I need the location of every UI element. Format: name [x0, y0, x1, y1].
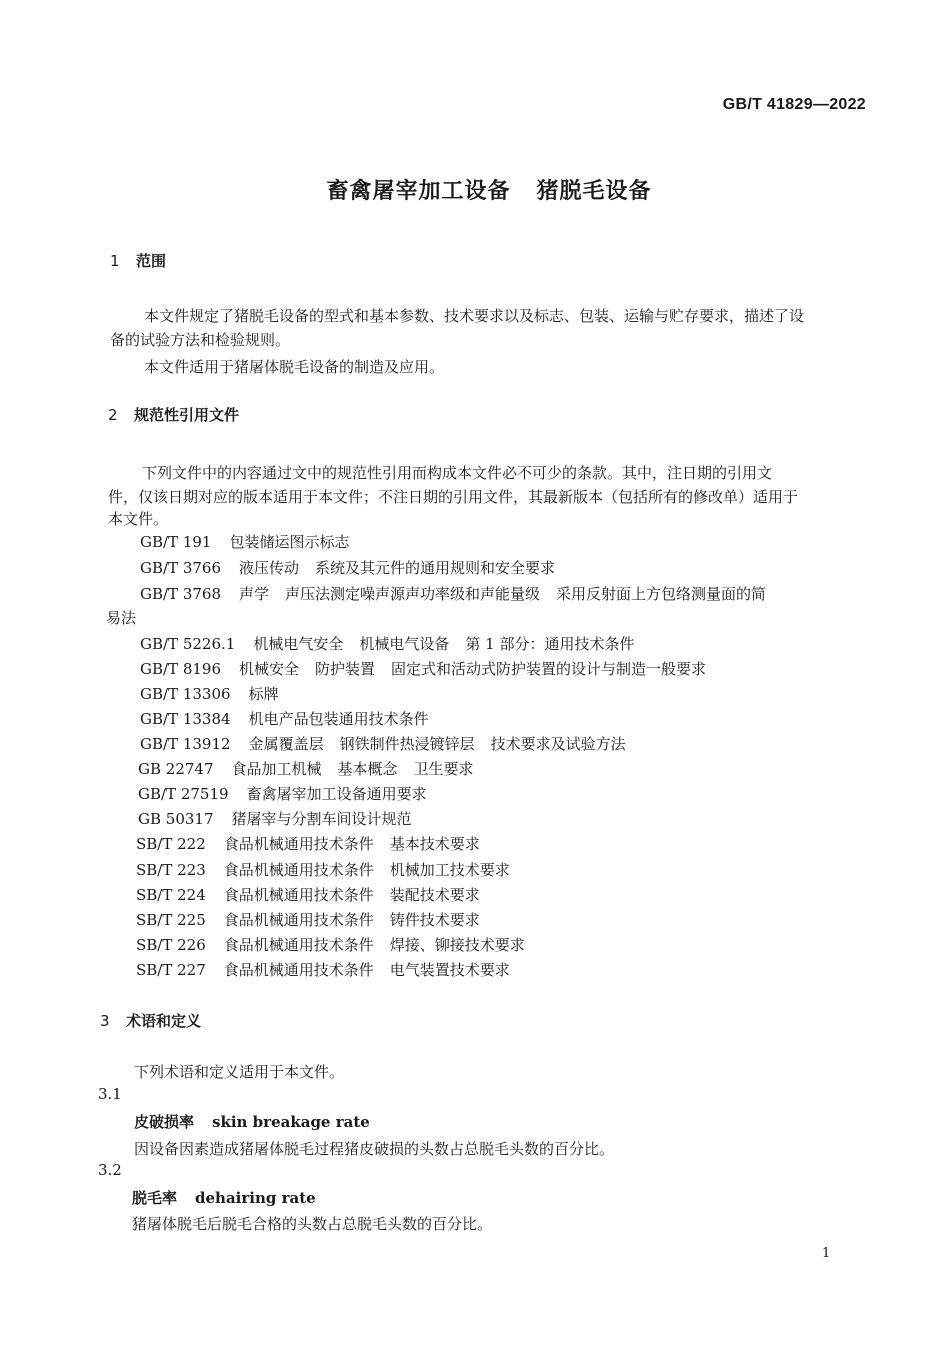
reference-entry [140, 733, 626, 754]
reference-title-part: 装配技术要求 [389, 886, 480, 904]
title-part-1: 畜禽屠宰加工设备 [326, 179, 511, 204]
reference-entry [138, 783, 427, 804]
paragraph-line: 件，仅该日期对应的版本适用于本文件；不注日期的引用文件，其最新版本（包括所有的修改单）适用于 [108, 488, 799, 506]
reference-title: 声学 [239, 585, 270, 603]
reference-entry [136, 859, 510, 880]
reference-title: 金属覆盖层 [248, 735, 324, 753]
section-3-heading [100, 1010, 201, 1031]
term-chinese: 脱毛率 [132, 1189, 178, 1207]
reference-title: 食品加工机械 [231, 760, 322, 778]
reference-title-part: 钢铁制件热浸镀锌层 [339, 735, 475, 753]
reference-title: 食品机械通用技术条件 [223, 886, 374, 904]
reference-code: GB/T 5226.1 [140, 635, 236, 653]
reference-code: GB/T 13306 [140, 685, 231, 703]
paragraph-line: 下列术语和定义适用于本文件。 [134, 1063, 345, 1081]
reference-title-part: 电气装置技术要求 [389, 961, 510, 979]
section-1-heading [110, 250, 166, 271]
reference-title: 畜禽屠宰加工设备通用要求 [246, 785, 427, 803]
reference-title-part: 焊接、铆接技术要求 [389, 936, 525, 954]
reference-entry [140, 708, 429, 729]
reference-title-part: 系统及其元件的通用规则和安全要求 [315, 559, 556, 577]
section-title: 范围 [136, 252, 167, 270]
reference-code: GB/T 8196 [140, 660, 222, 678]
term-english: dehairing rate [195, 1189, 316, 1207]
reference-code: GB/T 191 [140, 533, 212, 551]
reference-code: GB 50317 [138, 810, 214, 828]
reference-title: 食品机械通用技术条件 [223, 861, 374, 879]
reference-code: SB/T 223 [136, 861, 206, 879]
reference-title-part: 铸件技术要求 [389, 911, 480, 929]
term-heading [132, 1187, 316, 1208]
reference-code: GB/T 3766 [140, 559, 222, 577]
reference-code: SB/T 222 [136, 835, 206, 853]
reference-entry [136, 833, 480, 854]
paragraph-line: 本文件规定了猪脱毛设备的型式和基本参数、技术要求以及标志、包装、运输与贮存要求，描述了设 [144, 307, 805, 325]
reference-title: 液压传动 [239, 559, 300, 577]
reference-entry [140, 633, 634, 654]
reference-entry [140, 658, 706, 679]
reference-title-part: 防护装置 [315, 660, 376, 678]
paragraph-line: 本文件适用于猪屠体脱毛设备的制造及应用。 [144, 358, 445, 376]
section-number: 3 [100, 1012, 110, 1030]
reference-title: 食品机械通用技术条件 [223, 835, 374, 853]
reference-entry [138, 808, 412, 829]
reference-code: GB/T 13384 [140, 710, 231, 728]
reference-entry [136, 959, 510, 980]
term-definition: 猪屠体脱毛后脱毛合格的头数占总脱毛头数的百分比。 [132, 1215, 493, 1233]
reference-title: 食品机械通用技术条件 [223, 911, 374, 929]
reference-entry [136, 909, 480, 930]
reference-title-part: 声压法测定噪声源声功率级和声能量级 [285, 585, 541, 603]
section-title: 术语和定义 [126, 1012, 202, 1030]
section-2-heading [108, 404, 239, 425]
reference-entry [136, 934, 525, 955]
paragraph-line: 本文件。 [108, 510, 169, 528]
reference-title-part: 机械加工技术要求 [389, 861, 510, 879]
paragraph-line: 备的试验方法和检验规则。 [110, 331, 291, 349]
document-number: GB/T 41829—2022 [722, 96, 866, 113]
reference-code: SB/T 227 [136, 961, 206, 979]
reference-code: GB 22747 [138, 760, 214, 778]
reference-entry [140, 557, 555, 578]
reference-code: GB/T 27519 [138, 785, 229, 803]
reference-entry [136, 884, 480, 905]
reference-entry [140, 683, 279, 704]
reference-code: SB/T 226 [136, 936, 206, 954]
term-heading [134, 1111, 370, 1132]
reference-title: 机械安全 [239, 660, 300, 678]
title-part-2: 猪脱毛设备 [536, 179, 652, 204]
term-english: skin breakage rate [212, 1113, 370, 1131]
paragraph-line: 下列文件中的内容通过文中的规范性引用而构成本文件必不可少的条款。其中，注日期的引用文 [142, 464, 773, 482]
reference-title-part: 基本概念 [337, 760, 398, 778]
reference-title: 猪屠宰与分割车间设计规范 [231, 810, 412, 828]
reference-code: SB/T 224 [136, 886, 206, 904]
term-definition: 因设备因素造成猪屠体脱毛过程猪皮破损的头数占总脱毛头数的百分比。 [134, 1140, 615, 1158]
reference-title-part: 基本技术要求 [389, 835, 480, 853]
section-title: 规范性引用文件 [134, 406, 240, 424]
term-chinese: 皮破损率 [134, 1113, 195, 1131]
term-number: 3.2 [98, 1161, 122, 1179]
reference-title-part: 卫生要求 [413, 760, 474, 778]
reference-title-part: 技术要求及试验方法 [490, 735, 626, 753]
reference-entry [138, 758, 474, 779]
section-number: 2 [108, 406, 118, 424]
reference-code: GB/T 13912 [140, 735, 231, 753]
document-title [0, 174, 950, 205]
reference-entry [140, 531, 349, 552]
reference-title: 机电产品包装通用技术条件 [248, 710, 429, 728]
reference-title: 标牌 [248, 685, 279, 703]
reference-title: 包装储运图示标志 [229, 533, 350, 551]
term-number: 3.1 [98, 1085, 122, 1103]
reference-title-part: 采用反射面上方包络测量面的简 [556, 585, 767, 603]
reference-title: 食品机械通用技术条件 [223, 936, 374, 954]
reference-title-part: 机械电气设备 [359, 635, 450, 653]
page-number: 1 [822, 1246, 831, 1261]
reference-entry [140, 583, 766, 604]
reference-title: 食品机械通用技术条件 [223, 961, 374, 979]
reference-continuation: 易法 [106, 609, 137, 627]
reference-title-part: 第 1 部分：通用技术条件 [465, 635, 635, 653]
reference-title: 机械电气安全 [253, 635, 344, 653]
reference-code: SB/T 225 [136, 911, 206, 929]
section-number: 1 [110, 252, 120, 270]
reference-code: GB/T 3768 [140, 585, 222, 603]
reference-title-part: 固定式和活动式防护装置的设计与制造一般要求 [391, 660, 707, 678]
